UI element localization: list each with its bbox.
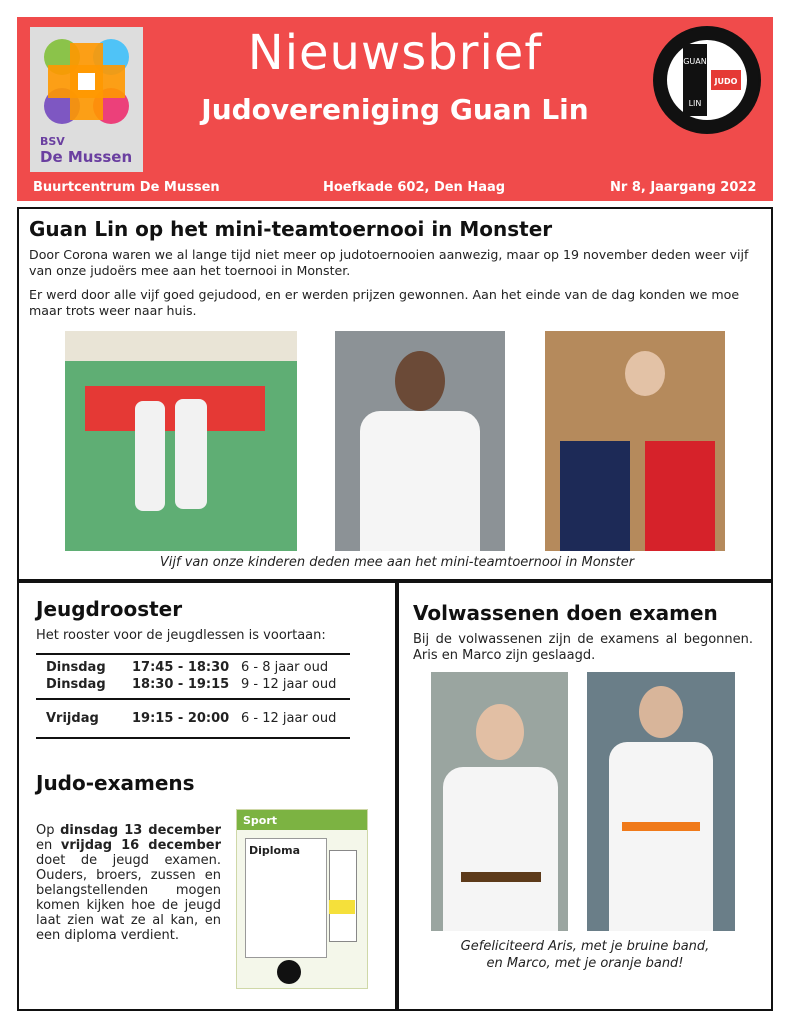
article-monster-title: Guan Lin op het mini-teamtoernooi in Monster xyxy=(29,217,553,241)
diploma-image xyxy=(236,809,368,989)
volwassenen-caption-2: en Marco, met je oranje band! xyxy=(486,956,684,971)
diploma-sport-label: Sport xyxy=(243,814,278,827)
article-monster-para1: Door Corona waren we al lange tijd niet meer op judotoernooien aanwezig, maar op 19 november deden weer vijf van onze judoërs mee aan het toernooi in Monster. xyxy=(29,247,749,278)
diploma-title: Diploma xyxy=(249,844,300,857)
jeugd-section xyxy=(17,581,397,1011)
logo-judo-badge: JUDO xyxy=(714,77,738,86)
photo-aris xyxy=(431,672,568,931)
de-mussen-logo xyxy=(30,27,143,172)
examens-text-1: Op xyxy=(36,823,55,838)
rooster-age: 6 - 8 jaar oud xyxy=(241,660,329,675)
examens-date-1: dinsdag 13 december xyxy=(60,823,221,838)
club-name: Judovereniging Guan Lin xyxy=(201,93,589,126)
article-monster-para2: Er werd door alle vijf goed gejudood, en er werden prijzen gewonnen. Aan het einde van de dag konden we moe maar trots weer naar huis. xyxy=(29,287,740,318)
jeugd-title: Jeugdrooster xyxy=(36,597,183,621)
photo-trainer-kids xyxy=(545,331,725,551)
header-issue: Nr 8, Jaargang 2022 xyxy=(610,180,757,195)
volwassenen-caption-1: Gefeliciteerd Aris, met je bruine band, xyxy=(460,939,710,954)
photo-marco xyxy=(587,672,735,931)
volwassenen-title: Volwassenen doen examen xyxy=(413,601,718,625)
photo-girl-judo xyxy=(335,331,505,551)
article-monster xyxy=(17,207,773,581)
examens-text-2: en xyxy=(36,838,53,853)
examens-date-2: vrijdag 16 december xyxy=(60,838,221,853)
article-monster-caption: Vijf van onze kinderen deden mee aan het mini-teamtoernooi in Monster xyxy=(159,555,635,570)
volwassenen-section xyxy=(397,581,773,1011)
logo-mussen-text: De Mussen xyxy=(40,148,133,166)
examens-text xyxy=(36,823,221,943)
rooster-day: Vrijdag xyxy=(46,711,99,726)
newsletter-header xyxy=(17,17,773,201)
header-location: Buurtcentrum De Mussen xyxy=(33,180,220,195)
logo-bsv-text: BSV xyxy=(40,135,65,148)
rooster-day: Dinsdag xyxy=(46,660,106,675)
rooster-time: 17:45 - 18:30 xyxy=(132,660,230,675)
rooster-time: 19:15 - 20:00 xyxy=(132,711,230,726)
guan-lin-emblem-icon xyxy=(653,26,761,134)
rooster-time: 18:30 - 19:15 xyxy=(132,677,230,692)
guan-lin-logo xyxy=(653,26,761,134)
rooster-day: Dinsdag xyxy=(46,677,106,692)
volwassenen-text: Bij de volwassenen zijn de examens al begonnen. Aris en Marco zijn geslaagd. xyxy=(413,632,753,663)
de-mussen-tiles-icon xyxy=(40,35,133,128)
logo-lin-text: LIN xyxy=(688,99,702,108)
newsletter-title: Nieuwsbrief xyxy=(247,25,543,81)
examens-text-3: doet de jeugd examen. Ouders, broers, zussen en belangstellenden mogen komen kijken hoe de jeugd laat zien wat ze al kan, en een diploma verdient. xyxy=(36,853,221,943)
photo-kids-mat xyxy=(65,331,297,551)
header-address: Hoefkade 602, Den Haag xyxy=(323,180,506,195)
logo-guan-text: GUAN xyxy=(683,57,707,66)
rooster-age: 9 - 12 jaar oud xyxy=(241,677,337,692)
rooster-age: 6 - 12 jaar oud xyxy=(241,711,337,726)
examens-title: Judo-examens xyxy=(36,771,195,795)
jeugd-intro: Het rooster voor de jeugdlessen is voortaan: xyxy=(36,628,326,643)
